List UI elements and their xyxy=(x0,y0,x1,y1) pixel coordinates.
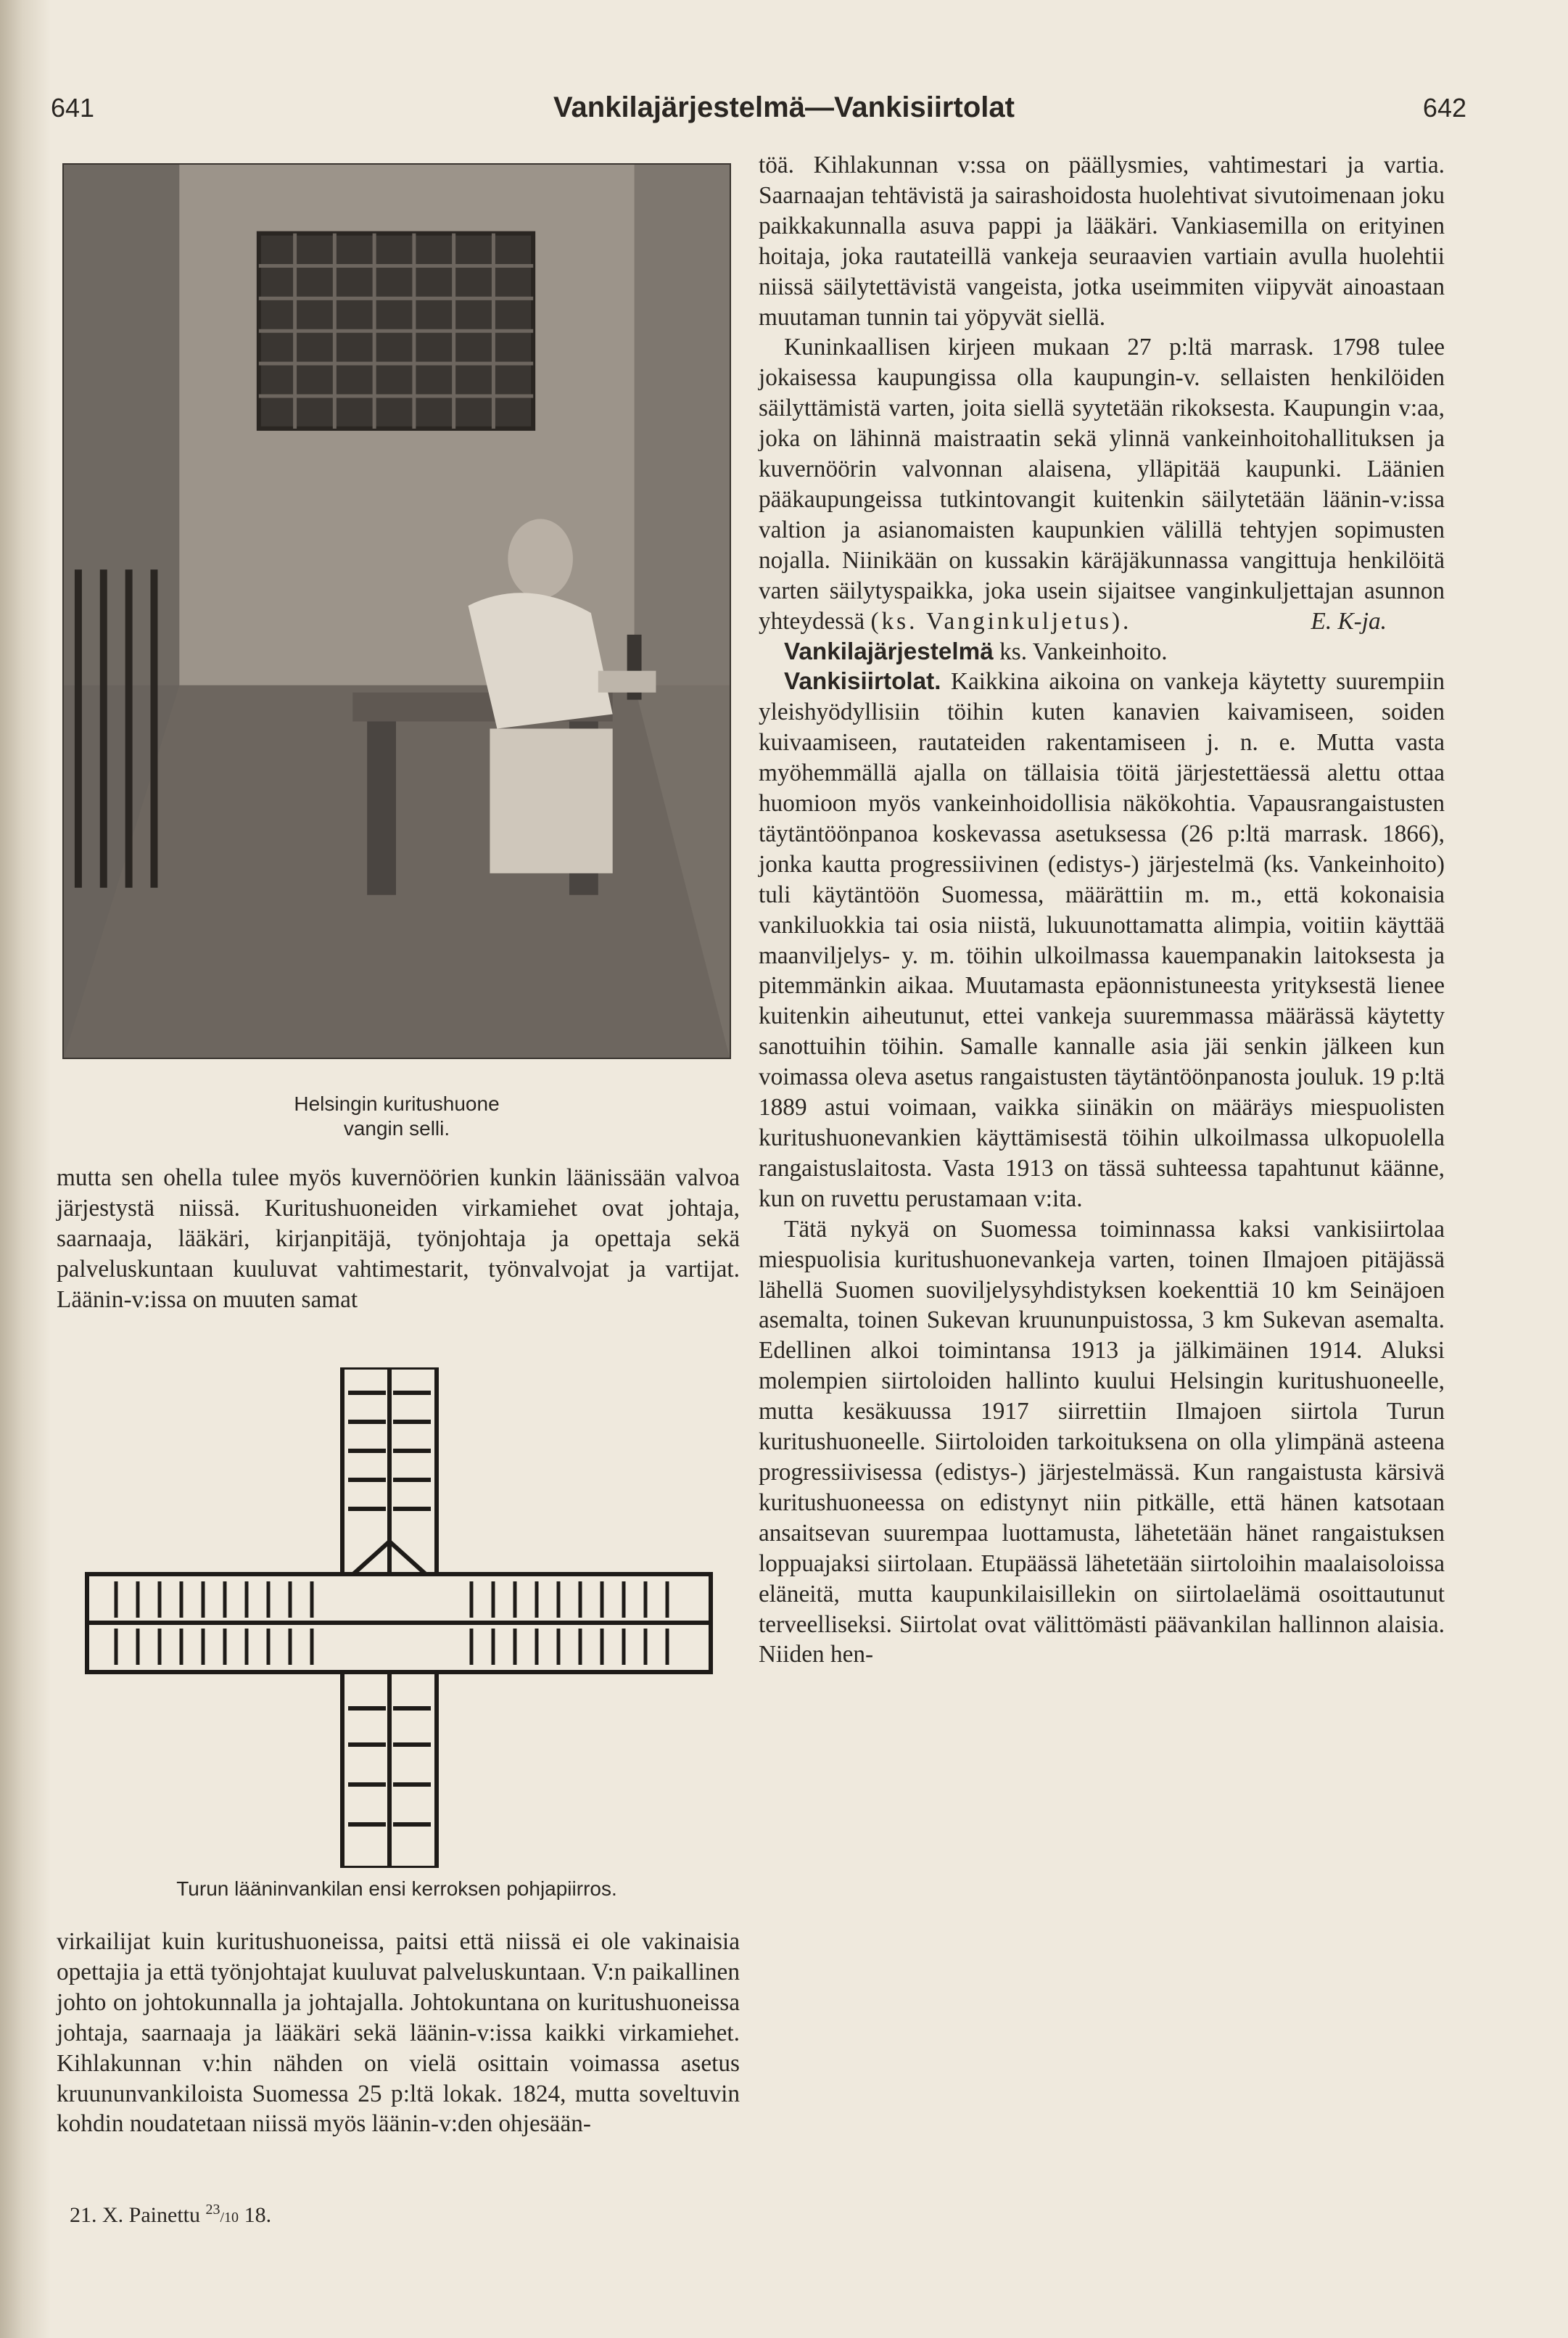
paragraph: töä. Kihlakunnan v:ssa on päällysmies, vahtimestari ja vartia. Saarnaajan tehtävistä ja sairashoidosta huolehtivat sivutoimenaan joku paikkakunnalla asuva pappi ja lääkäri. Vankiasemilla on erityinen hoitaja, joka rautateillä vankeja seuraavien vartiain avulla huolehtii niissä säilytettävistä vangeista, jotka useimmiten viipyvät ainoastaan muutaman tunnin tai yöpyvät siellä. xyxy=(759,152,1445,331)
author-initials: E. K-ja. xyxy=(1311,607,1387,635)
plan-caption: Turun lääninvankilan ensi kerroksen pohjapiirros. xyxy=(176,1877,617,1900)
page-number-right: 642 xyxy=(1422,93,1466,123)
floor-plan-diagram xyxy=(80,1367,718,1868)
photo-caption xyxy=(62,1092,731,1141)
page-header xyxy=(0,86,1568,136)
entry-headword: Vankilajärjestelmä xyxy=(784,638,994,665)
right-column-text xyxy=(759,150,1445,1670)
page-edge-shadow xyxy=(0,0,51,2338)
photo-caption-line2: vangin selli. xyxy=(343,1117,450,1140)
printer-footer: 21. X. Painettu $^{23}$/10 18. xyxy=(70,2202,272,2227)
paragraph: Kuninkaallisen kirjeen mukaan 27 p:ltä marrask. 1798 tulee jokaisessa kaupungissa olla kaupungin-v. sellaisten henkilöiden säilyttämistä varten, joita siellä syytetään rikoksesta. Kaupungin v:aa, joka on lähinnä maistraatin sekä ylinnä vankeinhoitohallituksen ja kuvernöörin valvonnan alaisena, ylläpitää kaupunki. Läänien pääkaupungeissa tutkintovangit kuitenkin säilytetään läänin-v:issa valtion ja asianomaisten kaupunkien välillä tehtyjen sopimusten nojalla. Niinikään on kussakin käräjäkunnassa vangittuja henkilöitä varten säilytyspaikka, joka usein sijaitsee vanginkuljettajan asunnon yhteydessä (ks. Vanginkuljetus). E. K-ja. xyxy=(759,332,1445,636)
prison-cell-photo xyxy=(62,163,731,1059)
cross-reference: (ks. Vanginkuljetus). xyxy=(870,607,1132,635)
left-column-bottom-text xyxy=(57,1927,740,2139)
entry-headword: Vankisiirtolat. xyxy=(784,668,941,696)
running-title: Vankilajärjestelmä—Vankisiirtolat xyxy=(553,91,1015,123)
photo-caption-line1: Helsingin kuritushuone xyxy=(294,1092,500,1115)
paragraph: Tätä nykyä on Suomessa toiminnassa kaksi vankisiirtolaa miespuolisia kuritushuonevankeja varten, toinen Ilmajoen pitäjässä lähellä Suomen suoviljelysyhdistyksen koekenttiä 10 km Seinäjoen asemalta, toinen Sukevan kruununpuistossa, 3 km Sukevan asemalta. Edellinen alkoi toimintansa 1913 ja jälkimäinen 1914. Aluksi molempien siirtoloiden hallinto kuului Helsingin kuritushuoneelle, mutta kesäkuussa 1917 siirrettiin Ilmajoen siirtola Turun kuritushuoneelle. Siirtoloiden tarkoituksena on olla ylimpänä asteena progressiivisessa (edistys-) järjestelmässä. Kun rangaistusta kärsivä kuritushuoneessa on edistynyt niin pitkälle, että hänen katsotaan ansaitsevan suurempaa luottamusta, lähetetään hänet rangaistuksen loppuajaksi siirtolaan. Etupäässä lähetetään siirtoloihin maalaisoloissa eläneitä, mutta kaupunkilaisillekin on siirtolaelämä osoittautunut terveelliseksi. Siirtolat ovat välittömästi päävankilan hallinnon alaisia. Niiden hen- xyxy=(759,1215,1445,1668)
paragraph: mutta sen ohella tulee myös kuvernöörien kunkin läänissään valvoa järjestystä niissä. Kuritushuoneiden virkamiehet ovat johtaja, saarnaaja, lääkäri, kirjanpitäjä, työnjohtaja ja opettaja sekä palveluskuntaan kuuluvat vahtimestarit, työnvalvojat ja vartijat. Läänin-v:issa on muuten samat xyxy=(57,1164,740,1313)
paragraph: virkailijat kuin kuritushuoneissa, paitsi että niissä ei ole vakinaisia opettajia ja että työnjohtajat kuuluvat palveluskuntaan. V:n paikallinen johto on johtokunnalla ja johtajalla. Johtokuntana on kuritushuoneissa johtaja, saarnaaja ja lääkäri sekä läänin-v:issa kaikki virkamiehet. Kihlakunnan v:hin nähden on vielä osittain voimassa asetus kruununvankiloista Suomessa 25 p:ltä lokak. 1824, mutta soveltuvin kohdin noudatetaan niissä myös läänin-v:den ohjesään- xyxy=(57,1928,740,2138)
page-number-left: 641 xyxy=(51,93,95,123)
entry-vankilajarjestelma: Vankilajärjestelmä ks. Vankeinhoito. xyxy=(784,638,1168,665)
entry-vankisiirtolat: Vankisiirtolat. Kaikkina aikoina on vankeja käytetty suurempiin yleishyödyllisiin töihin kuten kanavien kaivamiseen, soiden kuivaamiseen, rautateiden rakentamiseen j. n. e. Mutta vasta myöhemmällä ajalla on tällaisia töitä järjestettäessä alettu ottaa huomioon myös vankeinhoidollisia näkökohtia. Vapausrangaistusten täytäntöönpanoa koskevassa asetuksessa (26 p:ltä marrask. 1866), jonka kautta progressiivinen (edistys-) järjestelmä (ks. Vankeinhoito) tuli käytäntöön Suomessa, määrättiin m. m., että kokonaisia vankiluokkia tai osia niistä, lukuunottamatta alimpia, voitiin käyttää maanviljelys- y. m. töihin ulkoilmassa kauempanakin laitoksesta ja pitemmänkin aikaa. Muutamasta epäonnistuneesta yrityksestä lienee kuitenkin aiheutunut, ettei vankeja suuremmassa määrässä käytetty sanottuihin töihin. Samalle kannalle asia jäi senkin jälkeen kun voimassa oleva asetus rangaistusten täytäntöönpanosta jouluk. 19 p:ltä 1889 astui voimaan, vaikka siinäkin on määräys miespuolisten kuritushuonevankien käyttämisestä töihin ulkoilmassa ulkopuolella rangaistuslaitosta. Vasta 1913 on tässä suhteessa tapahtunut käänne, kun on ruvettu perustamaan v:ita. xyxy=(759,668,1445,1212)
left-column-top-text xyxy=(57,1163,740,1315)
